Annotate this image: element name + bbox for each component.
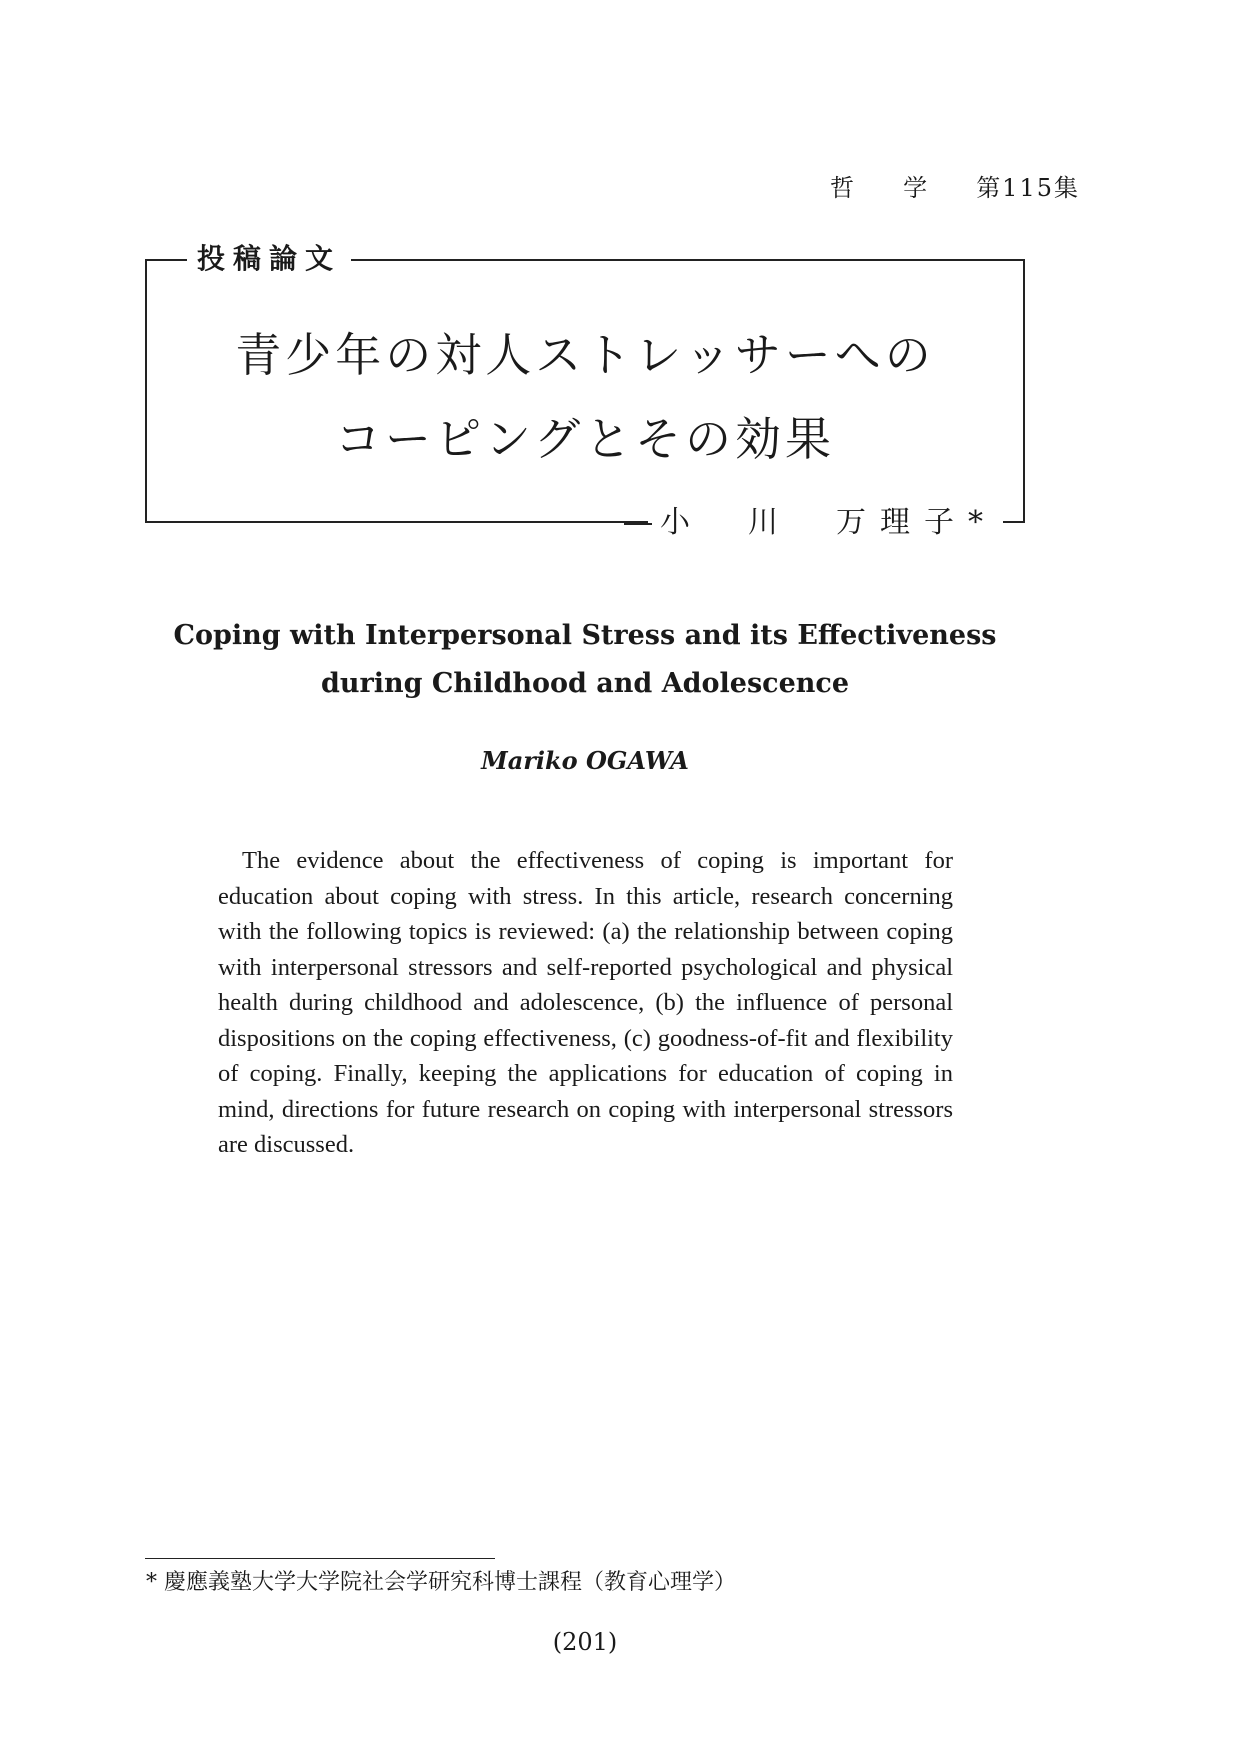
footnote-rule: [145, 1558, 495, 1559]
journal-header: [830, 168, 1080, 203]
japanese-title-line-2: コーピングとその効果: [335, 412, 835, 466]
journal-name-char-1: 哲: [830, 174, 860, 202]
journal-volume: 第115集: [976, 174, 1080, 202]
english-title-line-1: Coping with Interpersonal Stress and its Effectiveness: [173, 620, 997, 651]
article-type-label: 投稿論文: [187, 239, 351, 279]
journal-name-char-2: 学: [903, 174, 934, 202]
english-title-line-2: during Childhood and Adolescence: [320, 668, 850, 699]
title-frame: [145, 242, 1025, 540]
abstract: The evidence about the effectiveness of coping is important for education about coping with stress. In this article, research concerning with the following topics is reviewed: (a) the relationship between coping with interpersonal stressors and self-reported psychological and physical health during childhood and adolescence, (b) the influence of personal dispositions on the coping effectiveness, (c) goodness-of-fit and flexibility of coping. Finally, keeping the applications for education of coping in mind, directions for future research on coping with interpersonal stressors are discussed.: [218, 847, 953, 1158]
english-author: Mariko OGAWA: [481, 746, 689, 775]
page-number: (201): [552, 1628, 618, 1656]
japanese-title-line-1: 青少年の対人ストレッサーへの: [235, 328, 935, 382]
japanese-author: 小 川 万理子*: [648, 503, 1003, 543]
english-title: [0, 612, 1170, 708]
footnote: * 慶應義塾大学大学院社会学研究科博士課程（教育心理学）: [146, 1570, 736, 1595]
